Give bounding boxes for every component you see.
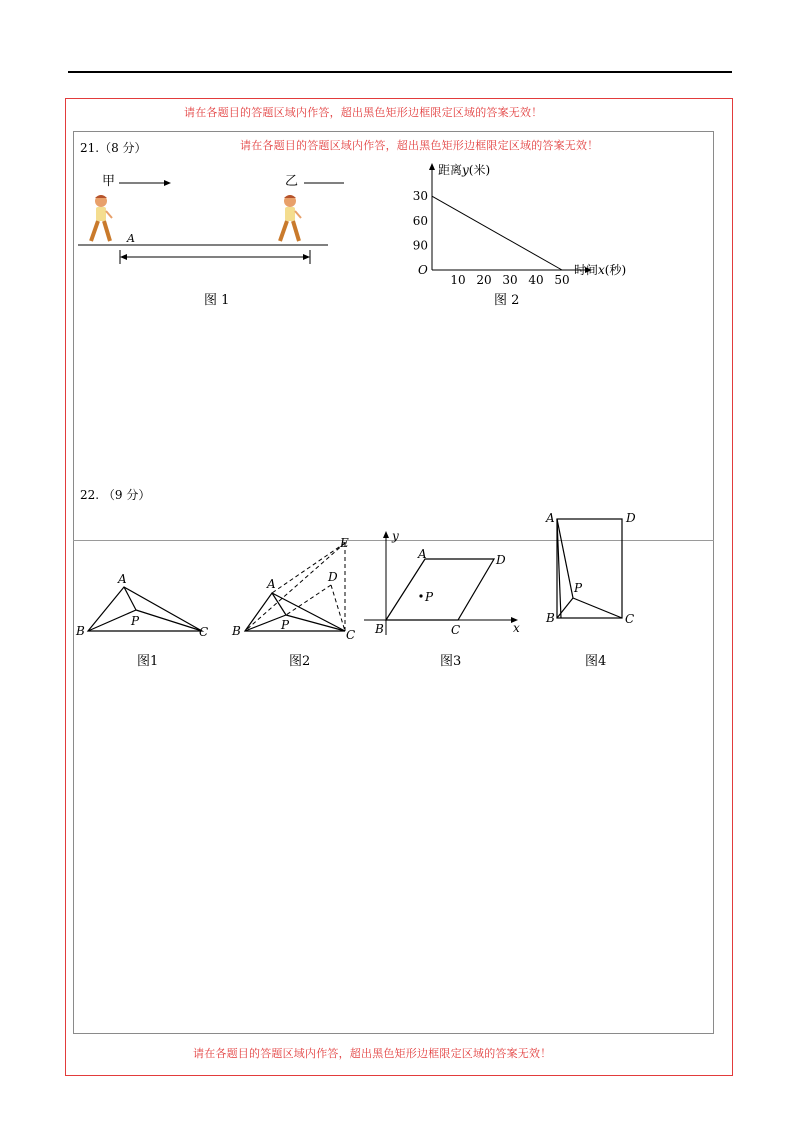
person-jia-label: 甲: [102, 174, 116, 189]
y-tick-label: 90: [412, 238, 428, 253]
q21-fig2-caption: 图 2: [494, 293, 520, 308]
point-a-label: A: [127, 232, 135, 245]
top-rule: [68, 71, 732, 73]
fig3-label-c: C: [451, 623, 461, 637]
x-axis-label: 时间x(秒): [574, 263, 627, 277]
fig3-label-x: x: [513, 621, 520, 635]
q22-figure-2: [230, 535, 360, 642]
warning-top: 请在各题目的答题区域内作答，超出黑色矩形边框限定区域的答案无效！: [184, 106, 543, 119]
walker-jia-icon: [91, 195, 112, 241]
q22-fig2-caption: 图2: [289, 654, 311, 669]
fig4-label-c: C: [625, 612, 635, 626]
fig3-point-p: [419, 594, 422, 597]
q22-figure-1: [74, 565, 218, 640]
fig4-label-p: P: [574, 581, 583, 595]
person-yi-label: 乙: [285, 174, 299, 189]
y-axis-label: 距离y(米): [438, 163, 491, 177]
fig3-label-y: y: [392, 529, 399, 543]
q21-fig1-caption: 图 1: [204, 293, 230, 308]
fig3-y-arrow: [383, 531, 389, 538]
fig2-label-p: P: [281, 618, 290, 632]
arrow-jia-head: [164, 180, 171, 186]
y-tick-label: 60: [412, 213, 428, 228]
parallelogram-abcd: [386, 559, 494, 620]
warning-bottom: 请在各题目的答题区域内作答，超出黑色矩形边框限定区域的答案无效！: [193, 1047, 552, 1060]
question-22-number: 22. （9 分）: [80, 488, 151, 502]
fig3-label-p: P: [425, 590, 434, 604]
fig4-label-d: D: [626, 511, 636, 525]
fig2-label-c: C: [346, 628, 356, 642]
q21-figure-1: [74, 168, 344, 278]
distance-arrow-left: [120, 254, 127, 260]
fig1-label-p: P: [131, 614, 140, 628]
fig2-label-b: B: [232, 624, 241, 638]
x-tick-label: 20: [476, 273, 492, 285]
fig4-label-a: A: [546, 511, 555, 525]
fig2-label-a: A: [267, 577, 276, 591]
fig2-label-e: E: [340, 536, 349, 550]
q21-figure-2-chart: [410, 160, 642, 285]
x-tick-label: 10: [450, 273, 466, 285]
y-axis-arrow: [429, 163, 435, 170]
fig1-label-b: B: [76, 624, 85, 638]
fig1-label-c: C: [199, 625, 209, 639]
fig3-label-d: D: [496, 553, 506, 567]
q22-fig3-caption: 图3: [440, 654, 462, 669]
q22-fig4-caption: 图4: [585, 654, 607, 669]
q22-fig1-caption: 图1: [137, 654, 159, 669]
x-tick-label: 50: [554, 273, 570, 285]
warning-inner: 请在各题目的答题区域内作答，超出黑色矩形边框限定区域的答案无效！: [240, 139, 599, 152]
fig3-label-a: A: [418, 547, 427, 561]
origin-label: O: [418, 263, 428, 277]
x-tick-label: 30: [502, 273, 518, 285]
distance-arrow-right: [303, 254, 310, 260]
x-tick-label: 40: [528, 273, 544, 285]
q22-figure-4: [542, 508, 642, 630]
fig1-label-a: A: [118, 572, 127, 586]
fig4-label-b: B: [546, 611, 555, 625]
series-line: [432, 196, 562, 270]
fig3-label-b: B: [375, 622, 384, 636]
triangle-abc: [88, 587, 202, 631]
y-tick-label: 30: [412, 189, 428, 204]
walker-yi-icon: [280, 195, 301, 241]
question-21-number: 21.（8 分）: [80, 141, 147, 155]
q22-figure-3: [362, 527, 530, 642]
fig2-label-d: D: [328, 570, 338, 584]
